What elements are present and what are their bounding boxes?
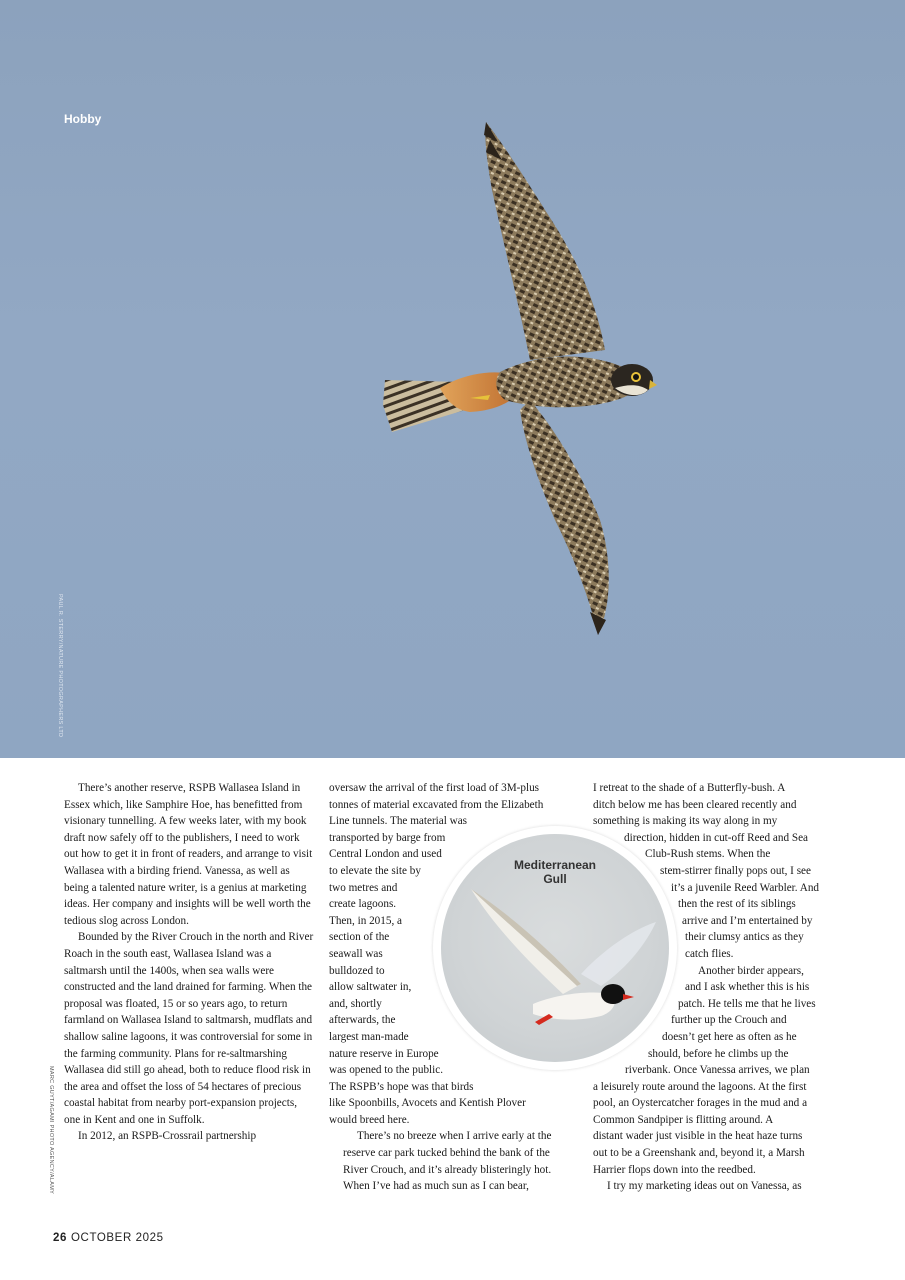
text-line: their clumsy antics as they bbox=[685, 931, 804, 944]
gull-beak bbox=[623, 994, 634, 1000]
paragraph bbox=[593, 1178, 843, 1195]
text-line: doesn’t get here as often as he bbox=[662, 1030, 797, 1043]
text-line: The RSPB’s hope was that birds bbox=[329, 1080, 474, 1093]
article-column-1 bbox=[64, 780, 314, 1145]
gull-near-wing bbox=[471, 889, 581, 994]
text-line: create lagoons. bbox=[329, 898, 397, 911]
gull-illustration bbox=[441, 834, 669, 1062]
gull-head bbox=[601, 984, 625, 1004]
text-line: two metres and bbox=[329, 881, 398, 894]
text-line: section of the bbox=[329, 931, 390, 944]
text-line: tonnes of material excavated from the Elizabeth bbox=[329, 798, 544, 811]
paragraph bbox=[329, 1128, 579, 1194]
text-line: and, shortly bbox=[329, 997, 382, 1010]
text-line: direction, hidden in cut-off Reed and Sea bbox=[624, 831, 809, 844]
photo-caption: Hobby bbox=[64, 112, 102, 126]
text-line: pool, an Oystercatcher forages in the mud and a bbox=[593, 1097, 808, 1110]
text-line: catch flies. bbox=[685, 947, 734, 960]
text-line: River Crouch, and it’s already blisteringly hot. bbox=[343, 1163, 552, 1176]
text-line: transported by barge from bbox=[329, 831, 446, 844]
page-number: 26 bbox=[53, 1232, 67, 1244]
gull-far-wing bbox=[581, 922, 656, 986]
upper-wing bbox=[485, 122, 605, 360]
text-line: distant wader just visible in the heat haze turns bbox=[593, 1130, 803, 1143]
text-line: to elevate the site by bbox=[329, 864, 421, 877]
text-line: seawall was bbox=[329, 947, 383, 960]
gull-photo bbox=[441, 834, 669, 1062]
text-line: Another birder appears, bbox=[698, 964, 804, 977]
text-line: out to be a Greenshank and, beyond it, a Marsh bbox=[593, 1147, 805, 1160]
lower-wing bbox=[520, 400, 609, 635]
text-line: There’s no breeze when I arrive early at the bbox=[357, 1130, 552, 1143]
inset-caption-line-2: Gull bbox=[543, 872, 567, 886]
text-line: arrive and I’m entertained by bbox=[682, 914, 813, 927]
page-footer bbox=[53, 1232, 164, 1244]
text-line: Line tunnels. The material was bbox=[329, 815, 468, 828]
text-line: afterwards, the bbox=[329, 1014, 396, 1027]
text-line: it’s a juvenile Reed Warbler. And bbox=[671, 881, 820, 894]
text-line: Common Sandpiper is flitting around. A bbox=[593, 1113, 774, 1126]
text-line: should, before he climbs up the bbox=[648, 1047, 789, 1060]
text-line: allow saltwater in, bbox=[329, 981, 412, 994]
text-line: riverbank. Once Vanessa arrives, we plan bbox=[625, 1064, 810, 1077]
issue-date: OCTOBER 2025 bbox=[71, 1232, 164, 1244]
text-line: nature reserve in Europe bbox=[329, 1047, 439, 1060]
paragraph: Bounded by the River Crouch in the north and River Roach in the south east, Wallasea Island was a saltmarsh until the 1400s, when sea walls were constructed and the land drained for farming. When the proposal was floated, 15 or so years ago, to return farmland on Wallasea Island to saltmarsh, mudflats and shallow saline lagoons, it was controversial for some in the farming community. Plans for re-saltmarshing Wallasea did still go ahead, both to reduce flood risk in the area and offset the loss of 54 hectares of precious coastal habitat from nearby port-expansion projects, one in Kent and one in Suffolk. bbox=[64, 931, 314, 1126]
text-line: patch. He tells me that he lives bbox=[678, 997, 816, 1010]
text-line: stem-stirrer finally pops out, I see bbox=[660, 864, 811, 877]
text-line: then the rest of its siblings bbox=[678, 898, 796, 911]
gull-photo-credit: MARC GUYT/AGAMI PHOTO AGENCY/ALAMY bbox=[48, 1066, 54, 1195]
gull-inset-photo bbox=[433, 826, 677, 1070]
text-line: When I’ve had as much sun as I can bear, bbox=[343, 1180, 529, 1193]
text-line: and I ask whether this is his bbox=[685, 981, 810, 994]
text-line: reserve car park tucked behind the bank of the bbox=[343, 1147, 550, 1160]
text-line: further up the Crouch and bbox=[671, 1014, 787, 1027]
text-line: would breed here. bbox=[329, 1113, 410, 1126]
text-line: was opened to the public. bbox=[329, 1064, 444, 1077]
text-line: bulldozed to bbox=[329, 964, 385, 977]
text-line: something is making its way along in my bbox=[593, 815, 778, 828]
text-line: largest man-made bbox=[329, 1030, 409, 1043]
inset-caption-line-1: Mediterranean bbox=[513, 858, 597, 872]
paragraph: There’s another reserve, RSPB Wallasea Island in Essex which, like Samphire Hoe, has benefitted from visionary tunnelling. A few weeks later, with my book draft now safely off to the publishers, I need to work out how to get it in front of readers, and arrange to visit Wallasea with a birding friend. Vanessa, as well as being a talented nature writer, is a genius at marketing ideas. Her company and insights will be well worth the tedious slog across London. bbox=[64, 782, 313, 927]
text-line: ditch below me has been cleared recently and bbox=[593, 798, 797, 811]
text-line: Central London and used bbox=[329, 848, 442, 861]
paragraph: In 2012, an RSPB-Crossrail partnership bbox=[78, 1130, 257, 1143]
text-line: Then, in 2015, a bbox=[329, 914, 403, 927]
text-line: I retreat to the shade of a Butterfly-bush. A bbox=[593, 782, 786, 794]
beak bbox=[649, 380, 657, 389]
text-line: oversaw the arrival of the first load of 3M-plus bbox=[329, 782, 540, 794]
text-line: a leisurely route around the lagoons. At the first bbox=[593, 1080, 807, 1093]
text-line: Club-Rush stems. When the bbox=[645, 848, 771, 861]
text-line: like Spoonbills, Avocets and Kentish Plover bbox=[329, 1097, 526, 1110]
photo-credit: PAUL R. STERRY/NATURE PHOTOGRAPHERS LTD bbox=[57, 594, 63, 738]
text-line: Harrier flops down into the reedbed. bbox=[593, 1163, 756, 1176]
text-line: I try my marketing ideas out on Vanessa, as bbox=[607, 1180, 802, 1193]
